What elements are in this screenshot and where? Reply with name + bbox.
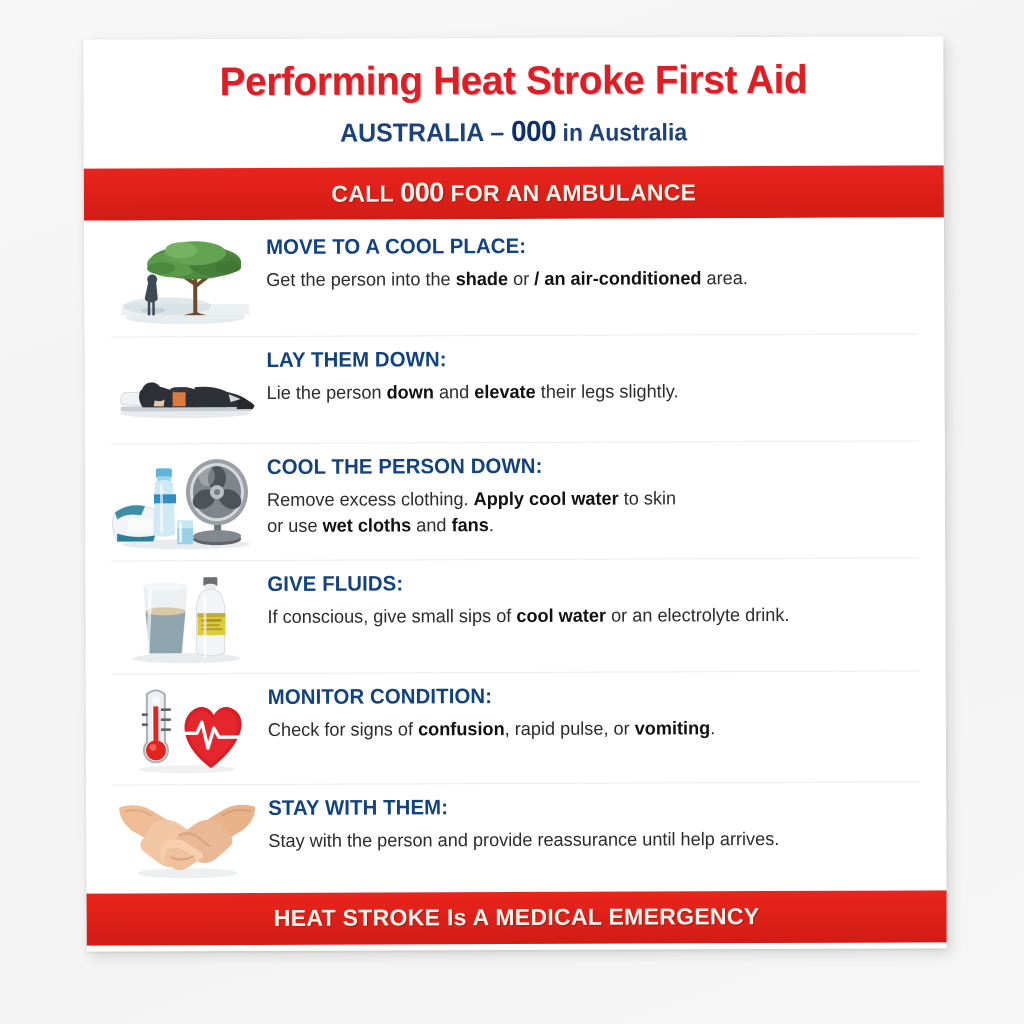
person-lying-down-icon [110,360,260,421]
step-heading: STAY WITH THEM: [268,796,449,821]
step-row [112,783,920,892]
subtitle-emergency-number: 000 [511,116,557,149]
step-heading: COOL THE PERSON DOWN: [266,454,543,480]
medical-emergency-banner: HEAT STROKE Is A MEDICAL EMERGENCY [87,890,947,945]
step-heading: GIVE FLUIDS: [267,572,404,597]
subtitle-lead: AUSTRALIA – [340,117,512,148]
step-body: Check for signs of confusion, rapid pulse, or vomiting. [267,717,716,741]
first-aid-poster [83,36,946,951]
thermometer-heart-pulse-icon [112,684,262,775]
page-title: Performing Heat Stroke First Aid [219,57,808,105]
step-heading: MONITOR CONDITION: [267,685,493,710]
step-text [262,682,920,743]
call-ambulance-banner [84,165,944,220]
step-row [110,222,918,338]
step-text [260,232,918,293]
step-body: Get the person into the shade or / an air-conditioned area. [266,267,748,291]
subtitle-tail: in Australia [556,119,688,148]
tree-shade-icon [110,234,260,327]
step-text [262,793,920,854]
step-heading: LAY THEM DOWN: [266,348,447,373]
call-number: 000 [400,177,444,208]
step-body: Remove excess clothing. Apply cool water to skin or use wet cloths and fans. [266,487,677,536]
steps-list [84,217,947,893]
step-body: Lie the person down and elevate their legs slightly. [266,380,679,404]
step-text [261,569,919,630]
call-suffix: FOR AN AMBULANCE [443,179,697,207]
step-body: If conscious, give small sips of cool water or an electrolyte drink. [267,604,790,628]
poster-header [83,36,943,168]
step-row [112,672,920,786]
step-row [111,442,919,562]
step-body: Stay with the person and provide reassurance until help arrives. [268,828,780,852]
step-text [261,452,919,539]
step-heading: MOVE TO A COOL PLACE: [266,235,527,260]
call-prefix: CALL [331,180,401,207]
step-row [111,559,919,675]
poster-subtitle [118,116,909,151]
handshake-icon [112,797,262,880]
step-row [110,335,918,445]
step-text [260,345,918,406]
fan-bottle-towel-icon [111,454,261,551]
glass-and-bottle-icon [111,571,261,664]
